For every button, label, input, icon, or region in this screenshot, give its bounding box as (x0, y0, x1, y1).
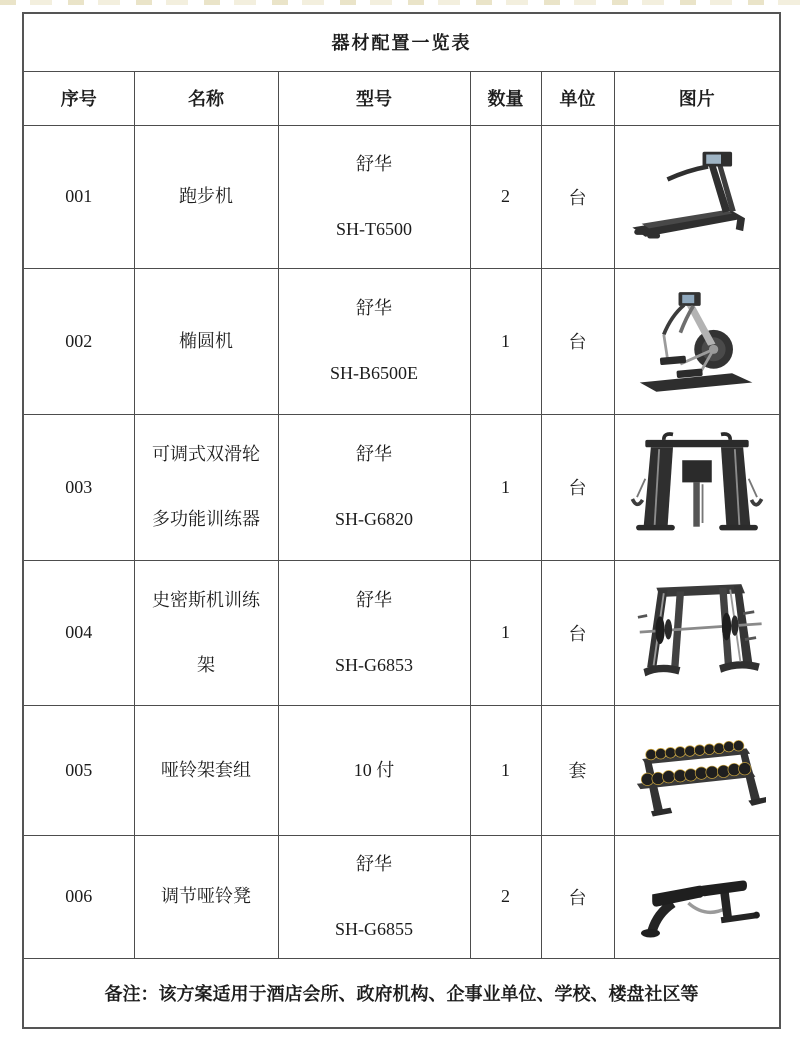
cell-serial: 004 (23, 560, 134, 705)
cell-model (278, 414, 470, 560)
cell-serial: 006 (23, 835, 134, 958)
cell-name (134, 560, 278, 705)
cell-model (278, 705, 470, 835)
model-brand: 舒华 (356, 589, 392, 610)
name-line: 可调式双滑轮 (152, 444, 260, 465)
model-brand: 舒华 (356, 153, 392, 174)
remark-note: 备注：该方案适用于酒店会所、政府机构、企事业单位、学校、楼盘社区等 (23, 958, 780, 1028)
dumbbell-rack-image (622, 713, 772, 828)
adjustable-bench-photo (614, 835, 780, 958)
functional-trainer-image (622, 427, 772, 547)
cell-quantity: 1 (470, 560, 541, 705)
cell-name (134, 835, 278, 958)
cell-quantity: 2 (470, 835, 541, 958)
cell-quantity: 2 (470, 125, 541, 268)
table-row (23, 560, 780, 705)
cell-name (134, 125, 278, 268)
header-quantity: 数量 (470, 71, 541, 125)
elliptical-photo (614, 268, 780, 414)
header-row (23, 71, 780, 125)
table-row (23, 125, 780, 268)
name-line: 多功能训练器 (152, 509, 260, 529)
cell-model (278, 268, 470, 414)
dumbbell-rack-photo (614, 705, 780, 835)
cell-quantity: 1 (470, 705, 541, 835)
cell-name (134, 268, 278, 414)
cell-quantity: 1 (470, 414, 541, 560)
table-row (23, 835, 780, 958)
cell-unit: 套 (541, 705, 614, 835)
model-brand: 舒华 (356, 298, 392, 319)
model-number: SH-G6853 (334, 654, 413, 675)
header-model: 型号 (278, 71, 470, 125)
header-unit: 单位 (541, 71, 614, 125)
name-line: 哑铃架套组 (161, 759, 251, 780)
table-title: 器材配置一览表 (23, 13, 780, 71)
treadmill-photo (614, 125, 780, 268)
model-number: SH-B6500E (329, 363, 418, 383)
name-line: 调节哑铃凳 (161, 886, 251, 907)
smith-machine-image (622, 573, 772, 693)
cell-unit: 台 (541, 835, 614, 958)
table-row (23, 414, 780, 560)
cutoff-text-strip (0, 0, 800, 5)
cell-quantity: 1 (470, 268, 541, 414)
name-line: 跑步机 (179, 186, 233, 207)
name-line: 史密斯机训练 (152, 589, 260, 610)
cell-unit: 台 (541, 414, 614, 560)
cell-serial: 002 (23, 268, 134, 414)
model-brand: 舒华 (356, 853, 392, 874)
model-number: SH-G6820 (334, 509, 413, 529)
header-name: 名称 (134, 71, 278, 125)
header-serial: 序号 (23, 71, 134, 125)
model-brand: 舒华 (356, 444, 392, 465)
cell-model (278, 835, 470, 958)
name-line: 椭圆机 (179, 330, 233, 351)
equipment-table (22, 12, 781, 1029)
cell-name (134, 414, 278, 560)
table-row (23, 705, 780, 835)
functional-trainer-photo (614, 414, 780, 560)
adjustable-bench-image (622, 841, 772, 953)
header-picture: 图片 (614, 71, 780, 125)
smith-machine-photo (614, 560, 780, 705)
model-number: SH-T6500 (336, 218, 412, 239)
cell-serial: 005 (23, 705, 134, 835)
cell-model (278, 560, 470, 705)
cell-unit: 台 (541, 125, 614, 268)
name-line: 架 (197, 654, 215, 675)
treadmill-image (622, 137, 772, 257)
cell-unit: 台 (541, 560, 614, 705)
model-number: 10 付 (353, 759, 395, 780)
cell-model (278, 125, 470, 268)
elliptical-image (622, 281, 772, 401)
cell-serial: 003 (23, 414, 134, 560)
model-number: SH-G6855 (334, 918, 413, 939)
cell-unit: 台 (541, 268, 614, 414)
cell-serial: 001 (23, 125, 134, 268)
cell-name (134, 705, 278, 835)
table-row (23, 268, 780, 414)
